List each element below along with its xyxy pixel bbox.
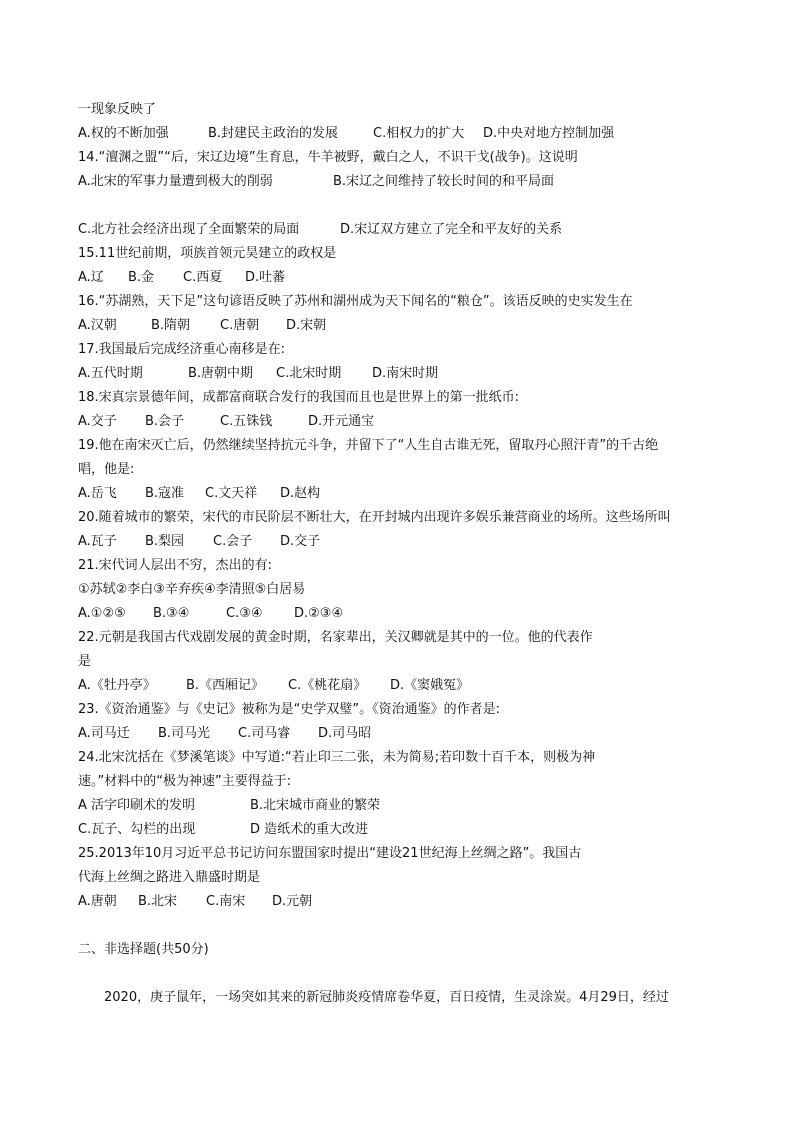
- question-19-line-1: 19.他在南宋灭亡后，仍然继续坚持抗元斗争，并留下了“人生自古谁无死，留取丹心照汗青”的千古绝: [78, 438, 659, 453]
- question-23: 23.《资治通鉴》与《史记》被称为是“史学双璧”。《资治通鉴》的作者是:: [78, 702, 501, 717]
- option-19-c: C.文天祥: [205, 486, 258, 501]
- option-15-b: B.金: [128, 270, 155, 285]
- question-22-line-2: 是: [78, 654, 92, 669]
- option-15-c: C.西夏: [183, 270, 223, 285]
- question-16: 16.“苏湖熟，天下足”这句谚语反映了苏州和湖州成为天下闻名的“粮仓”。该语反映的史实发生在: [78, 294, 633, 309]
- option-25-a: A.唐朝: [78, 894, 117, 909]
- material-paragraph: 2020，庚子鼠年，一场突如其来的新冠肺炎疫情席卷华夏，百日疫情，生灵涂炭。4月29日，经过: [104, 990, 669, 1005]
- option-14-d: D.宋辽双方建立了完全和平友好的关系: [340, 222, 563, 237]
- option-16-a: A.汉朝: [78, 318, 117, 333]
- option-15-d: D.吐蕃: [245, 270, 286, 285]
- option-14-a: A.北宋的军事力量遭到极大的削弱: [78, 174, 273, 189]
- option-23-b: B.司马光: [158, 726, 211, 741]
- option-20-a: A.瓦子: [78, 534, 117, 549]
- option-17-c: C.北宋时期: [276, 366, 342, 381]
- option-22-b: B.《西厢记》: [186, 678, 265, 693]
- option-25-c: C.南宋: [206, 894, 246, 909]
- option-25-b: B.北宋: [138, 894, 178, 909]
- option-13-c: C.相权力的扩大: [373, 126, 465, 141]
- question-24-line-2: 速。”材料中的“极为神速”主要得益于:: [78, 774, 292, 789]
- option-18-b: B.会子: [145, 414, 185, 429]
- option-23-d: D.司马昭: [318, 726, 372, 741]
- section-2-heading: 二、非选择题(共50分): [78, 942, 209, 957]
- option-16-b: B.隋朝: [151, 318, 191, 333]
- option-20-c: C.会子: [213, 534, 253, 549]
- option-17-b: B.唐朝中期: [188, 366, 254, 381]
- option-22-a: A.《牡丹亭》: [78, 678, 156, 693]
- option-20-d: D.交子: [280, 534, 321, 549]
- option-16-d: D.宋朝: [286, 318, 327, 333]
- option-21-b: B.③④: [153, 606, 190, 621]
- question-24-line-1: 24.北宋沈括在《梦溪笔谈》中写道:“若止印三二张，未为简易;若印数十百千本，则极为神: [78, 750, 596, 765]
- question-19-line-2: 唱，他是:: [78, 462, 135, 477]
- option-18-d: D.开元通宝: [308, 414, 375, 429]
- option-19-a: A.岳飞: [78, 486, 117, 501]
- option-18-a: A.交子: [78, 414, 117, 429]
- option-13-b: B.封建民主政治的发展: [208, 126, 339, 141]
- question-18: 18.宋真宗景德年间，成都富商联合发行的我国而且也是世界上的第一批纸币:: [78, 390, 520, 405]
- question-21-statements: ①苏轼②李白③辛弃疾④李清照⑤白居易: [78, 582, 306, 597]
- option-17-d: D.南宋时期: [372, 366, 439, 381]
- option-18-c: C.五铢钱: [220, 414, 273, 429]
- question-14: 14.“澶渊之盟”“后，宋辽边境”生育息，牛羊被野，戴白之人，不识干戈(战争)。这说明: [78, 150, 578, 165]
- question-25-line-1: 25.2013年10月习近平总书记访问东盟国家时提出“建设21世纪海上丝绸之路”。我国古: [78, 846, 582, 861]
- option-14-b: B.宋辽之间维持了较长时间的和平局面: [333, 174, 555, 189]
- option-19-d: D.赵构: [280, 486, 321, 501]
- option-20-b: B.梨园: [145, 534, 185, 549]
- option-24-c: C.瓦子、勾栏的出现: [78, 822, 196, 837]
- option-25-d: D.元朝: [272, 894, 313, 909]
- question-13-stem-end: 一现象反映了: [78, 102, 157, 117]
- option-21-a: A.①②⑤: [78, 606, 126, 621]
- option-23-c: C.司马睿: [238, 726, 291, 741]
- option-13-d: D.中央对地方控制加强: [483, 126, 615, 141]
- option-24-d: D 造纸术的重大改进: [250, 822, 369, 837]
- question-21: 21.宋代词人层出不穷，杰出的有:: [78, 558, 273, 573]
- option-22-c: C.《桃花扇》: [288, 678, 367, 693]
- option-13-a: A.权的不断加强: [78, 126, 169, 141]
- option-22-d: D.《窦娥冤》: [390, 678, 470, 693]
- option-24-b: B.北宋城市商业的繁荣: [250, 798, 381, 813]
- option-15-a: A.辽: [78, 270, 104, 285]
- option-19-b: B.寇准: [145, 486, 185, 501]
- option-17-a: A.五代时期: [78, 366, 143, 381]
- question-22-line-1: 22.元朝是我国古代戏剧发展的黄金时期，名家辈出，关汉卿就是其中的一位。他的代表作: [78, 630, 593, 645]
- option-21-d: D.②③④: [294, 606, 344, 621]
- option-16-c: C.唐朝: [220, 318, 260, 333]
- option-14-c: C.北方社会经济出现了全面繁荣的局面: [78, 222, 300, 237]
- option-23-a: A.司马迁: [78, 726, 130, 741]
- question-15: 15.11世纪前期，项族首领元昊建立的政权是: [78, 246, 337, 261]
- question-17: 17.我国最后完成经济重心南移是在:: [78, 342, 286, 357]
- option-21-c: C.③④: [226, 606, 263, 621]
- option-24-a: A 活字印刷术的发明: [78, 798, 196, 813]
- question-20: 20.随着城市的繁荣，宋代的市民阶层不断壮大，在开封城内出现许多娱乐兼营商业的场所。这些场所叫: [78, 510, 671, 525]
- question-25-line-2: 代海上丝绸之路进入鼎盛时期是: [78, 870, 261, 885]
